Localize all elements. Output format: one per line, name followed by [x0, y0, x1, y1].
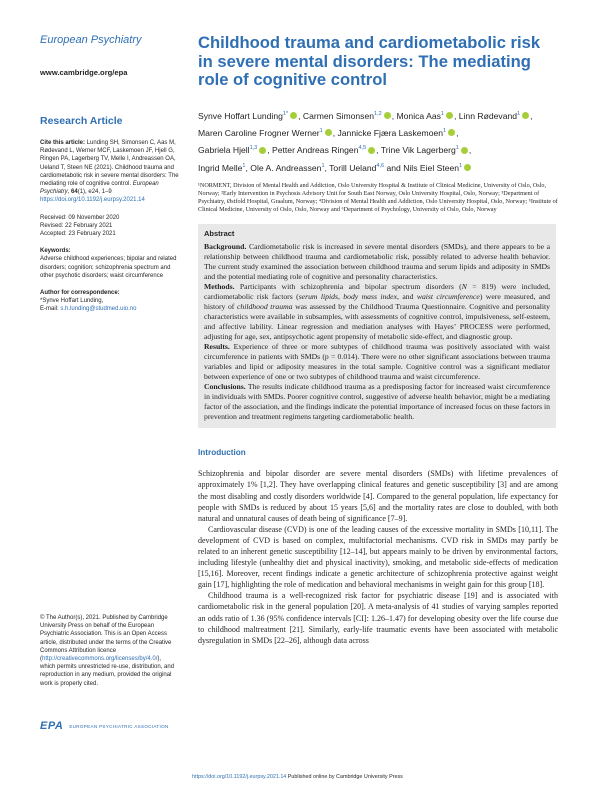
methods-text: childhood trauma — [236, 302, 293, 312]
methods-text: = 819) were included, cardiometabolic risk factors ( — [204, 282, 550, 302]
author-name: and Nils Eiel Steen — [384, 162, 460, 173]
introduction-paragraph: Childhood trauma is a well-recognized risk factor for psychiatric disease [19] and is associated with cardiometabolic risk in the general population [20]. A meta-analysis of 41 studies of varying samples reported an odds ratio of 1.36 (95% confidence intervals [CI]: 1.26–1.47) for developing obesity over the life course due to childhood maltreatment [21]. Similarly, early-life traumatic events have been associated with metabolic dysregulation in SMDs [22–26], although data across — [198, 591, 558, 645]
epa-logo-text: EUROPEAN PSYCHIATRIC ASSOCIATION — [69, 723, 169, 729]
author-affil: 1 — [443, 127, 447, 134]
keywords — [40, 247, 180, 280]
page-footer — [0, 774, 595, 780]
epa-logo — [40, 720, 169, 732]
license-notice — [40, 614, 178, 688]
author-name: Synve Hoffart Lunding — [198, 110, 283, 121]
sidebar — [40, 34, 180, 314]
affiliations: ¹NORMENT, Division of Mental Health and Addiction, Oslo University Hospital & Institute of Clinical Medicine, University of Oslo, Oslo, Norway; ²Early Intervention in Psychosis Advisory Unit for South East Norway, Oslo University Hospital, Oslo, Norway; ³Department of Psychiatry, Østfold Hospital, Graalum, Norway; ⁴Division of Mental Health and Addiction, Oslo University Hospital, Oslo, Norway; ⁵Institute of Clinical Medicine, University of Oslo, Oslo, Norway and ⁶Department of Psychology, University of Oslo, Oslo, Norway — [198, 181, 558, 214]
footer-text: Published online by Cambridge University Press — [286, 774, 403, 780]
background-text: Cardiometabolic risk is increased in severe mental disorders (SMDs), and there appears to be a relationship between childhood trauma and cardiometabolic risk, possibly related to adverse health behavior. The current study examined the association between childhood trauma and serum lipids and adiposity in SMDs and the potential mediating role of cognitive and personality characteristics. — [204, 242, 550, 282]
background-label: Background. — [204, 242, 247, 252]
author-name: , Carmen Simonsen — [298, 110, 375, 121]
citation-volume: 64 — [71, 189, 78, 196]
author-affil: 1 — [459, 162, 463, 169]
methods-text: Participants with schizophrenia and bipolar spectrum disorders ( — [234, 282, 462, 292]
abstract-heading: Abstract — [204, 229, 235, 239]
orcid-icon[interactable] — [522, 112, 529, 119]
orcid-icon[interactable] — [259, 147, 266, 154]
author-name: , Trine Vik Lagerberg — [376, 145, 456, 156]
methods-text: ) were measured, and history of — [204, 292, 550, 312]
author-affil: 1 — [455, 145, 459, 152]
author-affil: 1 — [517, 110, 521, 117]
author-name: , Torill Ueland — [324, 162, 377, 173]
author-name: , Petter Andreas Ringen — [267, 145, 359, 156]
author-line-4 — [198, 159, 558, 176]
methods-text: waist circumference — [416, 292, 480, 302]
author-line-2: Maren Caroline Frogner Werner$^1$ , Jannicke Fjæra Laskemoen$^1$ , — [198, 127, 459, 138]
citation-label: Cite this article: — [40, 140, 86, 146]
orcid-icon[interactable] — [448, 129, 455, 136]
orcid-icon[interactable] — [446, 112, 453, 119]
citation-issue: (1), e24, 1–9 — [77, 189, 112, 196]
conclusions-label: Conclusions. — [204, 382, 246, 392]
author-name: , Jannicke Fjæra Laskemoen — [332, 127, 444, 138]
accepted-date: Accepted: 23 February 2021 — [40, 231, 116, 238]
citation-text: Lunding SH, Simonsen C, Aas M, Rødevand L, Werner MCF, Laskemoen JF, Hjell G, Ringen PA, Lagerberg TV, Melle I, Andreassen OA, Ueland T, Steen NE (2021). Childhood trauma and cardiometabolic risk in severe mental disorders: The mediating role of cognitive control. — [40, 140, 179, 188]
journal-name[interactable]: European Psychiatry — [40, 34, 142, 46]
abstract-background — [204, 242, 550, 282]
footer-doi-link[interactable]: https://doi.org/10.1192/j.eurpsy.2021.14 — [192, 774, 287, 780]
author-affil: 1 — [319, 127, 323, 134]
methods-text: was assessed by the Childhood Trauma Questionnaire. Cognitive and personality characteristics were available in subsamples, with assessments of cognitive control, impulsiveness, self-esteem, and affective lability. Linear regression and mediation analyses with Hayes’ PROCESS were performed, adjusting for age, sex, antipsychotic agent propensity of metabolic side-effect, and diagnostic group. — [204, 302, 550, 342]
methods-label: Methods. — [204, 282, 235, 292]
correspondence — [40, 289, 180, 314]
introduction-heading: Introduction — [198, 448, 246, 458]
orcid-icon[interactable] — [464, 164, 471, 171]
author-name: , Linn Rødevand — [453, 110, 518, 121]
citation: Cite this article: Lunding SH, Simonsen C, Aas M, Rødevand L, Werner MCF, Laskemoen JF, Hjell G, Ringen PA, Lagerberg TV, Melle I, Andreassen OA, Ueland T, Steen NE (2021). Childhood trauma and cardiometabolic risk in severe mental disorders: The mediating role of cognitive control. European Psychiatry, 64(1), e24, 1–9 https://doi.org/10.1192/j.eurpsy.2021.14 — [40, 140, 179, 204]
email-link[interactable]: s.h.lunding@studmed.uio.no — [60, 306, 137, 313]
results-label: Results. — [204, 342, 230, 352]
author-line-3: Gabriela Hjell$^{1,3}$ , Petter Andreas Ringen$^{4,5}$ , Trine Vik Lagerberg$^1$ , — [198, 145, 472, 156]
received-date: Received: 09 November 2020 — [40, 214, 120, 221]
keywords-label: Keywords: — [40, 248, 71, 255]
orcid-icon[interactable] — [290, 112, 297, 119]
author-affil: 4,6 — [376, 162, 385, 169]
author-name: Ingrid Melle — [198, 162, 243, 173]
correspondence-label: Author for correspondence: — [40, 290, 120, 297]
author-affil: 1 — [440, 110, 444, 117]
results-text: Experience of three or more subtypes of childhood trauma was positively associated with waist circumference in patients with SMDs (p = 0.014). There were no other significant associations between trauma variables and lipid or adiposity measures in the total sample. Cognitive control was a significant mediator between experience of one or two subtypes of childhood trauma and waist circumference. — [204, 342, 550, 382]
introduction-paragraph: Cardiovascular disease (CVD) is one of the leading causes of the excessive mortality in SMDs [10,11]. The development of CVD is based on complex, multifactorial mechanisms. CVD risk in SMDs may partly be related to an inherent genetic susceptibility [12–14], but appears mainly to be driven by environmental factors, including lifestyle (unhealthy diet and physical inactivity), smoking, and metabolic side-effects of medication [15,16]. Moreover, recent findings indicate a genetic architecture of schizophrenia protective against weight gain [17], highlighting the role of medication and behavioral mechanisms in weight gain for this group [18]. — [198, 524, 558, 590]
author-list — [198, 107, 558, 176]
methods-text: N — [461, 282, 467, 292]
article-title: Childhood trauma and cardiometabolic risk in severe mental disorders: The mediating role of cognitive control — [198, 33, 541, 89]
correspondence-name: *Synve Hoffart Lunding, — [40, 298, 104, 305]
orcid-icon[interactable] — [368, 147, 375, 154]
revised-date: Revised: 22 February 2021 — [40, 222, 113, 229]
author-name: , Ole A. Andreassen — [245, 162, 322, 173]
author-affil: 1 — [321, 162, 325, 169]
author-name: Gabriela Hjell — [198, 145, 250, 156]
author-affil: 1 — [242, 162, 246, 169]
article-type: Research Article — [40, 115, 123, 127]
epa-logo-mark: EPA — [40, 720, 64, 732]
orcid-icon[interactable] — [461, 147, 468, 154]
abstract-conclusions — [204, 382, 550, 422]
author-line-1: Synve Hoffart Lunding$^{1*}$ , Carmen Simonsen$^{1,2}$ , Monica Aas$^1$ , Linn Rødevand$^1$ , — [198, 110, 533, 121]
introduction-paragraph: Schizophrenia and bipolar disorder are severe mental disorders (SMDs) with lifetime prevalences of approximately 1% [1,2]. They have overlapping clinical features and genetic susceptibility [3] and are among the most disabling and costly disorders worldwide [4]. Compared to the general population, life expectancy for people with SMDs is reduced by about 15 years [5,6] and the mortality rates are close to doubled, with both natural and unnatural causes of death being of significance [7–9]. — [198, 469, 558, 523]
citation-journal: European Psychiatry — [40, 181, 159, 196]
keywords-text: Adverse childhood experiences; bipolar and related disorders; cognition; schizophrenia spectrum and other psychotic disorders; waist circumference — [40, 256, 177, 279]
license-text-2: ), which permits unrestricted re-use, distribution, and reproduction in any medium, provided the original work is properly cited. — [40, 656, 175, 687]
journal-url[interactable]: www.cambridge.org/epa — [40, 68, 128, 77]
license-text-1: © The Author(s), 2021. Published by Cambridge University Press on behalf of the European Psychiatric Association. This is an Open Access article, distributed under the terms of the Creative Commons Attribution licence ( — [40, 615, 172, 663]
author-affil: 4,5 — [358, 145, 367, 152]
orcid-icon[interactable] — [325, 129, 332, 136]
dates — [40, 214, 180, 239]
abstract-methods — [204, 282, 550, 342]
author-name: Maren Caroline Frogner Werner — [198, 127, 320, 138]
citation-doi-link[interactable]: https://doi.org/10.1192/j.eurpsy.2021.14 — [40, 197, 145, 204]
orcid-icon[interactable] — [384, 112, 391, 119]
author-affil: 1,3 — [249, 145, 258, 152]
author-name: , Monica Aas — [391, 110, 441, 121]
abstract-results — [204, 342, 550, 382]
license-link[interactable]: http://creativecommons.org/licenses/by/4.0/ — [42, 656, 158, 663]
author-affil: 1* — [282, 110, 289, 117]
methods-text: , and — [397, 292, 417, 302]
abstract-box — [198, 224, 556, 428]
main-content — [198, 34, 558, 646]
email-label: E-mail: — [40, 306, 61, 313]
methods-text: serum lipids, body mass index — [298, 292, 398, 302]
conclusions-text: The results indicate childhood trauma as a predisposing factor for increased waist circumference in individuals with SMDs. Poorer cognitive control, suggestive of adverse health behavior, might be a mediating factor of the association, and the findings indicate the potential importance of increased focus on these factors in prevention and treatment regimens targeting cardiometabolic health. — [204, 382, 550, 422]
author-affil: 1,2 — [374, 110, 382, 117]
